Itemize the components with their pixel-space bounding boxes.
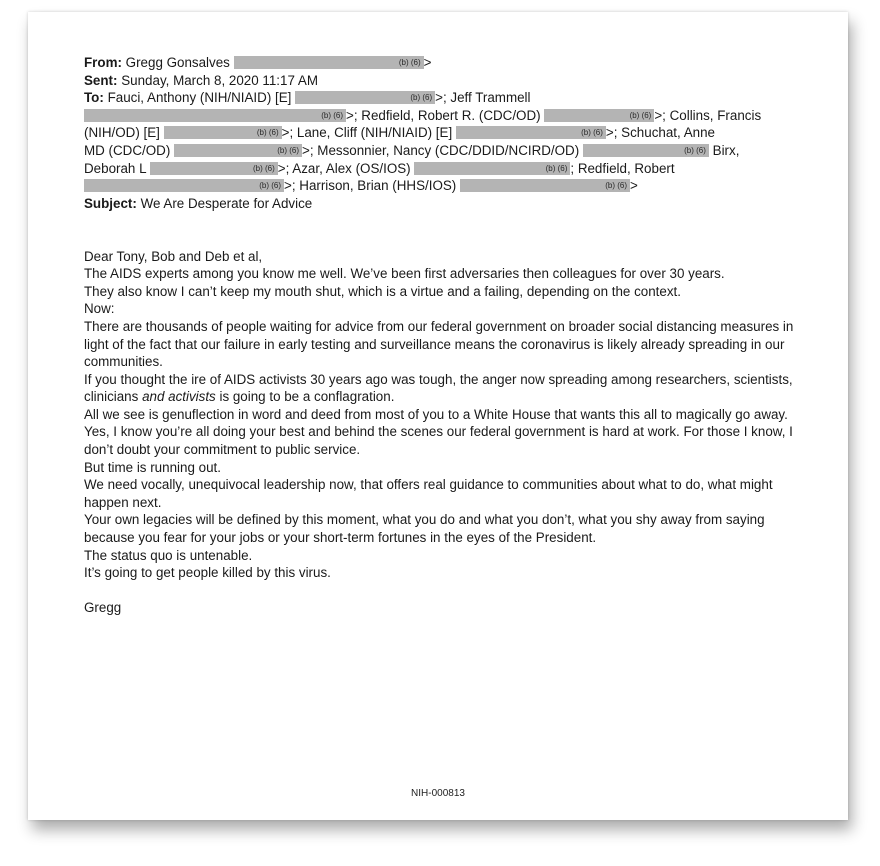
to-line-1: To: Fauci, Anthony (NIH/NIAID) [E] (b) (6) >; Jeff Trammell	[84, 90, 531, 106]
body-paragraph: The status quo is untenable.	[84, 547, 253, 563]
from-value: Gregg Gonsalves	[125, 55, 230, 70]
body-paragraph: It’s going to get people killed by this virus.	[84, 565, 331, 581]
redaction-box: (b) (6)	[164, 126, 282, 139]
to-line-5: Deborah L (b) (6) >; Azar, Alex (OS/IOS) (b) (6) ; Redfield, Robert	[84, 160, 675, 176]
sent-line	[84, 72, 804, 90]
body-paragraph: If you thought the ire of AIDS activists 30 years ago was tough, the anger now spreading among researchers, scientists, clinicians and activists is going to be a conflagration.	[84, 371, 793, 405]
body-paragraph: We need vocally, unequivocal leadership now, that offers real guidance to communities about what to do, what might happen next.	[84, 477, 773, 510]
body-paragraph: The AIDS experts among you know me well. We’ve been first adversaries then colleagues for over 30 years.	[84, 266, 725, 282]
from-line: From: Gregg Gonsalves (b) (6) >	[84, 55, 432, 70]
subject-value: We Are Desperate for Advice	[140, 195, 313, 211]
redaction-box: (b) (6)	[414, 162, 570, 175]
redaction-box: (b) (6)	[84, 179, 284, 192]
to-line-2: (b) (6) >; Redfield, Robert R. (CDC/OD) (b) (6) >; Collins, Francis	[84, 107, 804, 125]
body-paragraph: Now:	[84, 301, 115, 317]
to-line-4: MD (CDC/OD) (b) (6) >; Messonnier, Nancy (CDC/DDID/NCIRD/OD) (b) (6) Birx,	[84, 142, 740, 158]
redaction-box: (b) (6)	[583, 144, 709, 157]
subject-line	[84, 195, 804, 213]
email-content	[84, 54, 804, 617]
to-line-6: (b) (6) >; Harrison, Brian (HHS/IOS) (b) (6) >	[84, 177, 804, 195]
body-paragraph: Your own legacies will be defined by this moment, what you do and what you don’t, what you shy away from saying because you fear for your jobs or your short-term fortunes in the eyes of the President.	[84, 512, 765, 546]
sent-label: Sent:	[84, 72, 118, 88]
redaction-box: (b) (6)	[84, 109, 346, 122]
document-page	[28, 12, 848, 820]
to-line-3: (NIH/OD) [E] (b) (6) >; Lane, Cliff (NIH/NIAID) [E] (b) (6) >; Schuchat, Anne	[84, 125, 715, 141]
body-paragraph: There are thousands of people waiting for advice from our federal government on broader social distancing measures in light of the fact that our failure in early testing and surveillance means the coronavirus is likely already spreading in our communities.	[84, 318, 794, 370]
body-paragraph: All we see is genuflection in word and deed from most of you to a White House that wants this all to magically go away.	[84, 406, 788, 422]
body-paragraph: Yes, I know you’re all doing your best and behind the scenes our federal government is hard at work. For those I know, I don’t doubt your commitment to public service.	[84, 424, 793, 458]
signature: Gregg	[84, 600, 122, 616]
redaction-box: (b) (6)	[460, 179, 630, 192]
sent-value: Sunday, March 8, 2020 11:17 AM	[121, 72, 318, 88]
to-label: To:	[84, 90, 104, 106]
redaction-box: (b) (6)	[150, 162, 278, 175]
subject-label: Subject:	[84, 195, 137, 211]
page-id-footer: NIH-000813	[411, 788, 465, 799]
redaction-box: (b) (6)	[174, 144, 302, 157]
redaction-box: (b) (6)	[544, 109, 654, 122]
body-paragraph: But time is running out.	[84, 459, 221, 475]
redaction-box: (b) (6)	[456, 126, 606, 139]
salutation: Dear Tony, Bob and Deb et al,	[84, 248, 263, 264]
email-body	[84, 248, 804, 617]
body-paragraph: They also know I can’t keep my mouth shut, which is a virtue and a failing, depending on the context.	[84, 283, 681, 299]
redaction-box: (b) (6)	[234, 56, 424, 69]
redaction-box: (b) (6)	[295, 91, 435, 104]
from-label: From:	[84, 55, 122, 70]
